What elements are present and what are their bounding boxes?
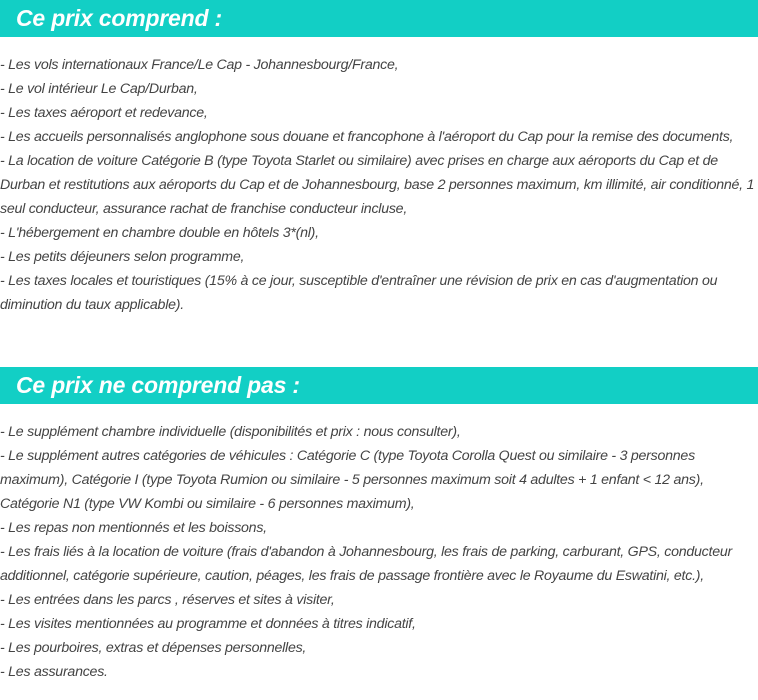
- excluded-header: Ce prix ne comprend pas :: [0, 367, 758, 404]
- list-item: - Les frais liés à la location de voiture (frais d'abandon à Johannesbourg, les frais de parking, carburant, GPS, conducteur additionnel, catégorie supérieure, caution, péages, les frais de passage frontière avec le Royaume du Eswatini, etc.),: [0, 544, 732, 584]
- excluded-list: [0, 420, 758, 684]
- list-item: - L'hébergement en chambre double en hôtels 3*(nl),: [0, 225, 319, 241]
- list-item: - Le supplément chambre individuelle (disponibilités et prix : nous consulter),: [0, 424, 461, 440]
- list-item: - Les repas non mentionnés et les boissons,: [0, 520, 267, 536]
- list-item: - Le supplément autres catégories de véhicules : Catégorie C (type Toyota Corolla Quest ou similaire - 3 personnes maximum), Catégorie I (type Toyota Rumion ou similaire - 5 personnes maximum soit 4 adultes + 1 enfant < 12 ans), Catégorie N1 (type VW Kombi ou similaire - 6 personnes maximum),: [0, 448, 704, 512]
- included-header: Ce prix comprend :: [0, 0, 758, 37]
- list-item: - Les entrées dans les parcs , réserves et sites à visiter,: [0, 592, 335, 608]
- list-item: - Les visites mentionnées au programme et données à titres indicatif,: [0, 616, 416, 632]
- list-item: - Les petits déjeuners selon programme,: [0, 249, 245, 265]
- included-list: [0, 53, 758, 317]
- list-item: - Les taxes locales et touristiques (15% à ce jour, susceptible d'entraîner une révision de prix en cas d'augmentation ou diminution du taux applicable).: [0, 273, 718, 313]
- list-item: - Le vol intérieur Le Cap/Durban,: [0, 81, 198, 97]
- list-item: - Les vols internationaux France/Le Cap - Johannesbourg/France,: [0, 57, 399, 73]
- list-item: - La location de voiture Catégorie B (type Toyota Starlet ou similaire) avec prises en charge aux aéroports du Cap et de Durban et restitutions aux aéroports du Cap et de Johannesbourg, base 2 personnes maximum, km illimité, air conditionné, 1 seul conducteur, assurance rachat de franchise conducteur incluse,: [0, 153, 755, 217]
- list-item: - Les taxes aéroport et redevance,: [0, 105, 208, 121]
- list-item: - Les accueils personnalisés anglophone sous douane et francophone à l'aéroport du Cap pour la remise des documents,: [0, 129, 734, 145]
- list-item: - Les assurances.: [0, 664, 108, 680]
- list-item: - Les pourboires, extras et dépenses personnelles,: [0, 640, 307, 656]
